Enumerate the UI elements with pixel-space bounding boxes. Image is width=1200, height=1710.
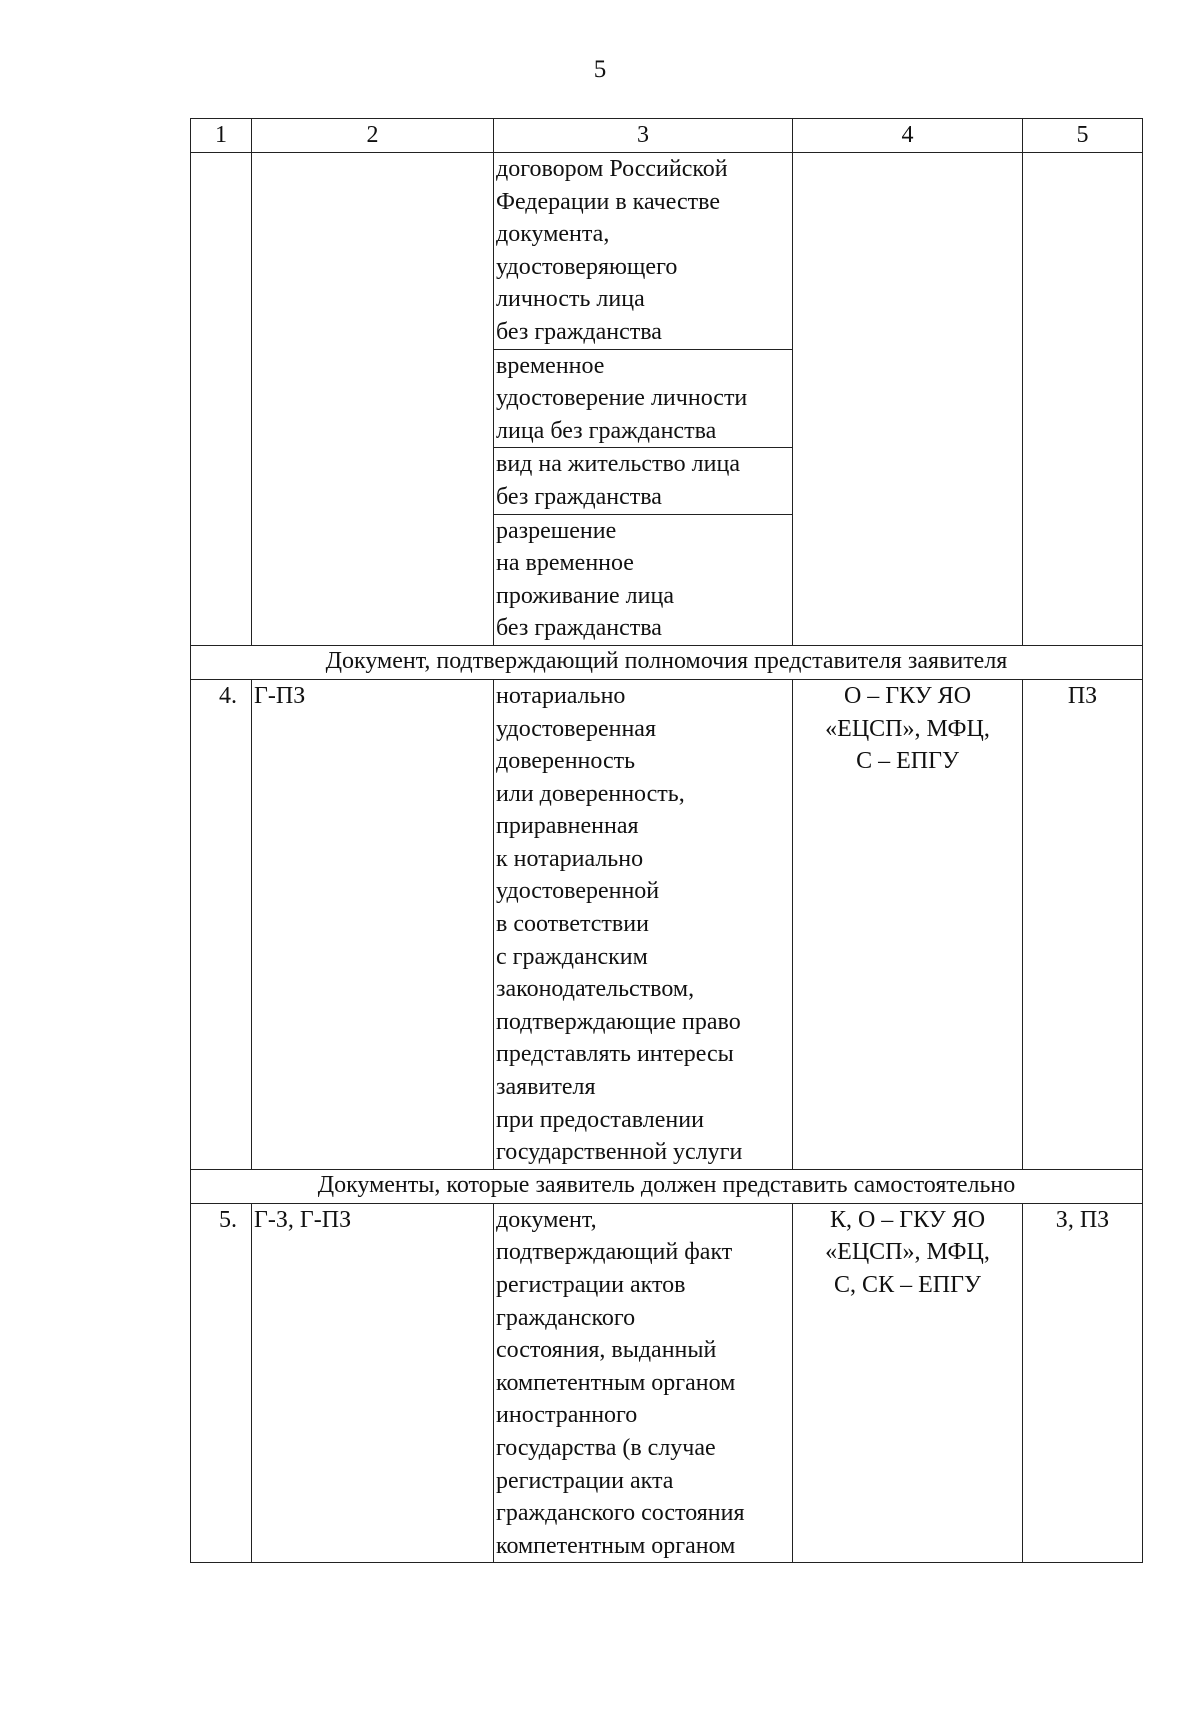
document-description xyxy=(494,679,793,1169)
category-code: Г-З, Г-ПЗ xyxy=(252,1203,494,1563)
header-col-5: 5 xyxy=(1023,119,1143,153)
text-line: договором Российской xyxy=(496,156,728,182)
text-line: заявителя xyxy=(496,1074,596,1101)
row-number: 5. xyxy=(191,1203,252,1563)
text-line: регистрации актов xyxy=(496,1272,686,1298)
text-line: гражданского состояния xyxy=(496,1500,745,1527)
text-line: вид на жительство лица xyxy=(496,451,740,478)
text-line: при предоставлении xyxy=(496,1106,704,1133)
text-line: Федерации в качестве xyxy=(496,188,720,215)
text-line: компетентным органом xyxy=(496,1369,736,1396)
page-number: 5 xyxy=(593,56,607,83)
text-line: к нотариально xyxy=(496,845,644,872)
continued-code-cell xyxy=(252,153,494,646)
text-line: удостоверенной xyxy=(496,878,660,905)
table-row-continued xyxy=(191,153,1143,646)
text-line: гражданского xyxy=(496,1304,636,1331)
text-line: удостоверение личности xyxy=(496,385,748,412)
continued-documents-cell xyxy=(494,153,793,646)
text-line: документ, xyxy=(496,1206,597,1233)
table-row-4 xyxy=(191,679,1143,1169)
text-line: «ЕЦСП», МФЦ, xyxy=(825,715,990,742)
text-line: иностранного xyxy=(496,1402,638,1429)
text-line: К, О – ГКУ ЯО xyxy=(829,1206,986,1233)
category-code: Г-ПЗ xyxy=(252,679,494,1169)
text-line: государства (в случае xyxy=(496,1434,716,1461)
text-line: С – ЕПГУ xyxy=(856,748,959,775)
text-line: документа, xyxy=(496,221,610,248)
header-row xyxy=(191,119,1143,153)
text-line: подтверждающие право xyxy=(496,1008,741,1035)
text-line: временное xyxy=(496,352,605,379)
section-heading: Документ, подтверждающий полномочия представителя заявителя xyxy=(191,645,1143,679)
text-line: с гражданским xyxy=(496,943,648,970)
section-heading: Документы, которые заявитель должен представить самостоятельно xyxy=(191,1169,1143,1203)
text-line: компетентным органом xyxy=(496,1532,736,1559)
text-line: государственной услуги xyxy=(496,1139,743,1166)
continued-method-cell xyxy=(793,153,1023,646)
text-line: на временное xyxy=(496,550,634,577)
section-heading-row xyxy=(191,1169,1143,1203)
text-line: регистрации акта xyxy=(496,1467,674,1494)
text-line: удостоверяющего xyxy=(496,253,678,280)
document-entry xyxy=(494,153,792,350)
text-line: подтверждающий факт xyxy=(496,1239,733,1266)
header-col-4: 4 xyxy=(793,119,1023,153)
text-line: без гражданства xyxy=(496,318,662,345)
text-line: «ЕЦСП», МФЦ, xyxy=(825,1239,990,1266)
text-line: состояния, выданный xyxy=(496,1337,717,1364)
document-entry xyxy=(494,448,792,514)
document-type: ПЗ xyxy=(1023,679,1143,1169)
document-type: З, ПЗ xyxy=(1023,1203,1143,1563)
text-line: без гражданства xyxy=(496,483,662,510)
text-line: законодательством, xyxy=(496,976,695,1003)
text-line: проживание лица xyxy=(496,582,674,609)
documents-table xyxy=(190,118,1143,1563)
row-number: 4. xyxy=(191,679,252,1169)
text-line: С, СК – ЕПГУ xyxy=(834,1272,981,1298)
text-line: разрешение xyxy=(496,517,617,544)
text-line: без гражданства xyxy=(496,615,662,642)
text-line: личность лица xyxy=(496,286,645,313)
header-col-3: 3 xyxy=(494,119,793,153)
text-line: представлять интересы xyxy=(496,1041,734,1068)
document-entry xyxy=(494,515,792,645)
table-row-5 xyxy=(191,1203,1143,1563)
section-heading-row xyxy=(191,645,1143,679)
text-line: лица без гражданства xyxy=(496,417,717,444)
text-line: или доверенность, xyxy=(496,780,685,807)
submission-method xyxy=(793,1203,1023,1563)
document-entry xyxy=(494,350,792,449)
header-col-2: 2 xyxy=(252,119,494,153)
text-line: приравненная xyxy=(496,813,639,840)
text-line: О – ГКУ ЯО xyxy=(843,682,972,709)
text-line: в соответствии xyxy=(496,911,649,938)
text-line: удостоверенная xyxy=(496,715,656,742)
text-line: доверенность xyxy=(496,748,636,775)
text-line: нотариально xyxy=(496,682,626,709)
continued-num-cell xyxy=(191,153,252,646)
header-col-1: 1 xyxy=(191,119,252,153)
document-description xyxy=(494,1203,793,1563)
submission-method xyxy=(793,679,1023,1169)
continued-type-cell xyxy=(1023,153,1143,646)
